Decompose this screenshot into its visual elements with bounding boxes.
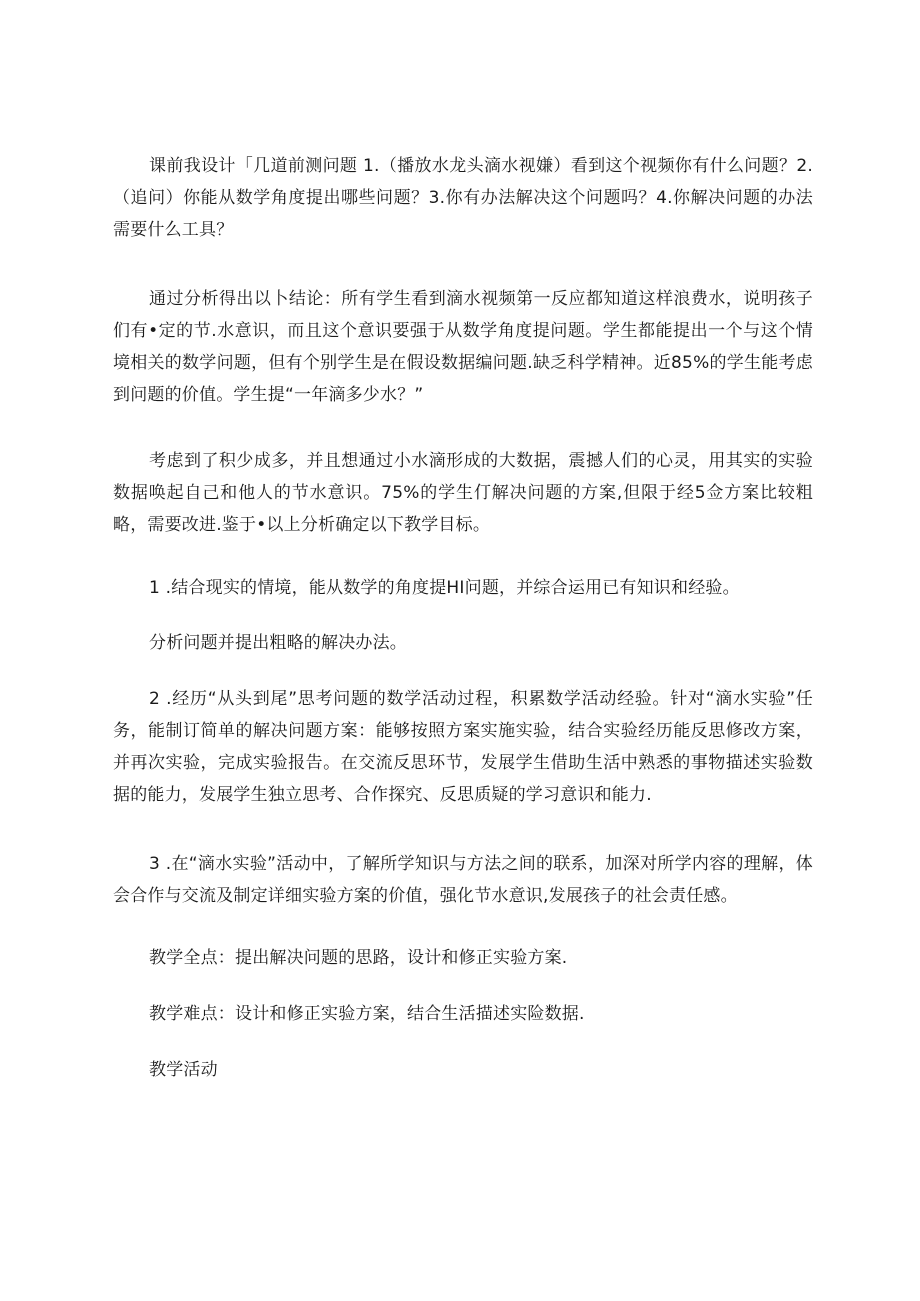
- paragraph-teaching-key-point: 教学全点：提出解决问题的思路，设计和修正实验方案.: [149, 948, 568, 968]
- paragraph-goal-1: 1 .结合现实的情境，能从数学的角度提HI问题，并综合运用已有知识和经验。: [149, 578, 740, 598]
- paragraph-pretest-questions: 课前我设计「几道前测问题 1.（播放水龙头滴水视嫌）看到这个视频你有什么问题？2.（追问）你能从数学角度提出哪些问题？3.你有办法解决这个问题吗？4.你解决问题的办法需要什么工具？: [113, 156, 813, 240]
- paragraph-teaching-difficulty: 教学难点：设计和修正实验方案，结合生活描述实险数据.: [149, 1004, 585, 1024]
- paragraph-goal-2: 2 .经历“从头到尾”思考问题的数学活动过程，积累数学活动经验。针对“滴水实验”任务，能制订简单的解决问题方案：能够按照方案实施实验，结合实验经历能反思修改方案，并再次实验，完成实验报告。在交流反思环节，发展学生借助生活中熟悉的事物描述实验数据的能力，发展学生独立思考、合作探究、反思质疑的学习意识和能力.: [113, 689, 813, 805]
- paragraph-analysis-conclusion: 通过分析得出以卜结论：所有学生看到滴水视频第一反应都知道这样浪费水，说明孩子们有•定的节.水意识，而且这个意识要强于从数学角度提问题。学生都能提出一个与这个情境相关的数学问题，但有个别学生是在假设数据编问题.缺乏科学精神。近85%的学生能考虑到问题的价值。学生提“一年滴多少水？”: [113, 289, 813, 405]
- paragraph-water-saving-data: 考虑到了积少成多，并且想通过小水滴形成的大数据，震撼人们的心灵，用其实的实验数据唤起自己和他人的节水意识。75%的学生仃解决问题的方案,但限于经5佥方案比较粗略，需要改进.鉴于•以上分析确定以下教学目标。: [113, 451, 814, 535]
- heading-teaching-activities: 教学活动: [149, 1060, 218, 1080]
- paragraph-goal-1-continued: 分析问题并提出粗略的解决办法。: [149, 633, 407, 653]
- paragraph-goal-3: 3 .在“滴水实验”活动中，了解所学知识与方法之间的联系，加深对所学内容的理解，体会合作与交流及制定详细实验方案的价值，强化节水意识,发展孩子的社会责任感。: [113, 854, 813, 906]
